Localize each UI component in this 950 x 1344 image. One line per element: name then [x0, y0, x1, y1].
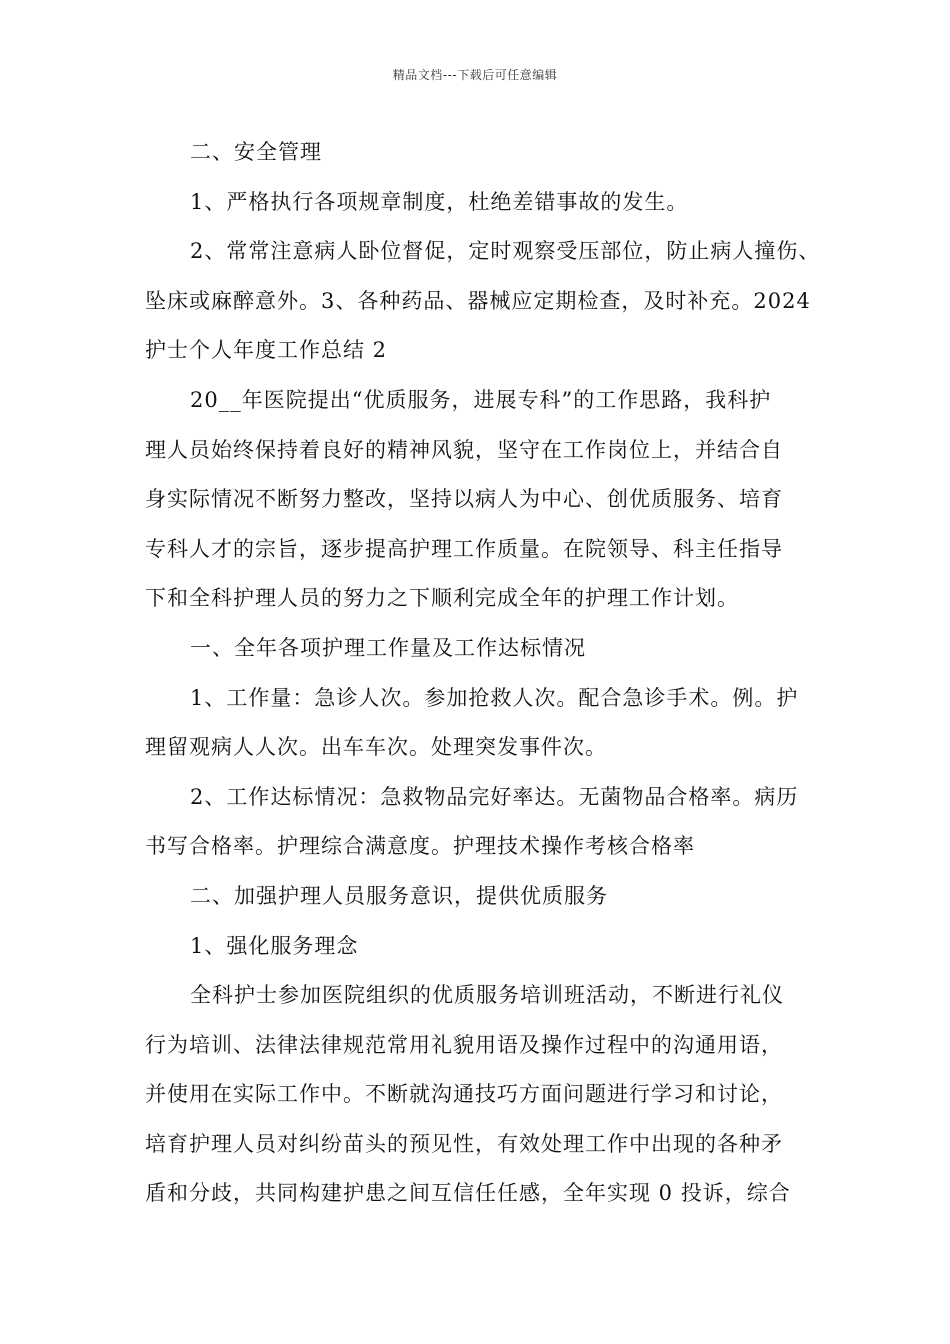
- paragraph-line: 并使用在实际工作中。不断就沟通技巧方面问题进行学习和讨论，: [145, 1082, 783, 1107]
- document-subtitle: 护士个人年度工作总结 2: [145, 338, 388, 363]
- paragraph-line: 全科护士参加医院组织的优质服务培训班活动，不断进行礼仪: [190, 983, 784, 1008]
- paragraph-line: 理留观病人人次。出车车次。处理突发事件次。: [145, 735, 607, 760]
- paragraph-line: 专科人才的宗旨，逐步提高护理工作质量。在院领导、科主任指导: [145, 536, 783, 561]
- paragraph-line: 身实际情况不断努力整改，坚持以病人为中心、创优质服务、培育: [145, 487, 783, 512]
- document-body: [145, 128, 825, 1219]
- section-heading: 一、全年各项护理工作量及工作达标情况: [190, 635, 586, 660]
- section-heading: 二、安全管理: [190, 140, 322, 164]
- paragraph-line: 行为培训、法律法律规范常用礼貌用语及操作过程中的沟通用语，: [145, 1032, 783, 1057]
- paragraph-line: 2、常常注意病人卧位督促，定时观察受压部位，防止病人撞伤、: [190, 239, 821, 264]
- paragraph-line: 盾和分歧，共同构建护患之间互信任任感，全年实现 0 投诉，综合: [145, 1181, 791, 1206]
- page-header: 精品文档---下载后可任意编辑: [392, 68, 558, 82]
- paragraph-line: 2、工作达标情况：急救物品完好率达。无菌物品合格率。病历: [190, 784, 799, 809]
- section-heading: 二、加强护理人员服务意识，提供优质服务: [190, 883, 608, 908]
- paragraph-line: 1、工作量：急诊人次。参加抢救人次。配合急诊手术。例。护: [190, 685, 799, 710]
- paragraph-line: 下和全科护理人员的努力之下顺利完成全年的护理工作计划。: [145, 586, 739, 611]
- subsection-heading: 1、强化服务理念: [190, 933, 359, 958]
- paragraph-line: 培育护理人员对纠纷苗头的预见性，有效处理工作中出现的各种矛: [145, 1131, 783, 1156]
- paragraph-line: 坠床或麻醉意外。3、各种药品、器械应定期检查，及时补充。2024: [145, 288, 811, 313]
- paragraph-line: 书写合格率。护理综合满意度。护理技术操作考核合格率: [145, 834, 695, 859]
- paragraph-line: 1、严格执行各项规章制度，杜绝差错事故的发生。: [190, 189, 689, 214]
- paragraph-line: 理人员始终保持着良好的精神风貌，坚守在工作岗位上，并结合自: [145, 437, 783, 462]
- paragraph-line: 20__年医院提出“优质服务，进展专科”的工作思路，我科护: [190, 387, 772, 412]
